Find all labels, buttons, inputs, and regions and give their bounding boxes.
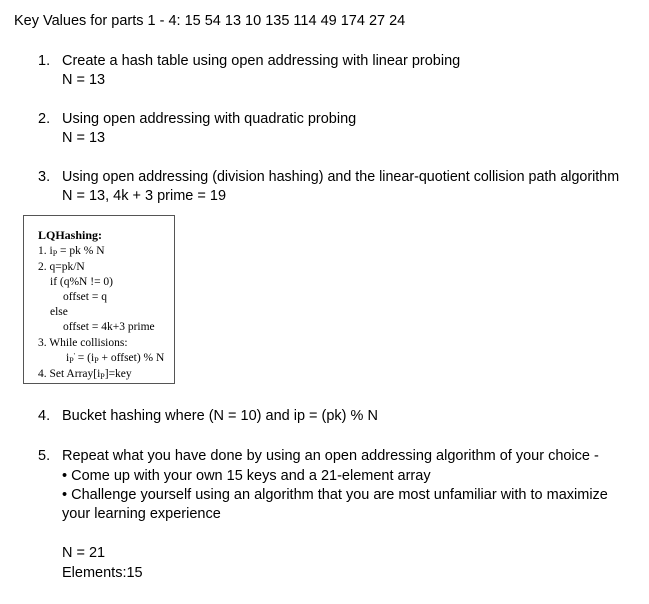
lqhashing-step-1	[38, 245, 105, 258]
header-key-values: Key Values for parts 1 - 4: 15 54 13 10 135 114 49 174 27 24	[14, 13, 406, 29]
lq-step4-post: ]=key	[104, 368, 132, 380]
item-4-number: 4.	[38, 408, 51, 424]
lqhashing-if: if (q%N != 0)	[50, 276, 114, 288]
bullet-dot: •	[62, 487, 72, 503]
item-5-text: Repeat what you have done by using an open addressing algorithm of your choice -	[62, 448, 599, 464]
lq-step1-lhs: i	[49, 245, 53, 257]
lq-while-sub2: P	[94, 356, 99, 365]
item-5-bullet-1	[62, 467, 431, 485]
item-2-detail: N = 13	[62, 130, 106, 146]
lq-step4-sub: P	[100, 372, 105, 381]
bullet-2-text: Challenge yourself using an algorithm that you are most unfamiliar with to maximize	[71, 487, 608, 503]
item-5-number: 5.	[38, 448, 51, 464]
item-3-number: 3.	[38, 169, 51, 185]
item-4-text: Bucket hashing where (N = 10) and ip = (pk) % N	[62, 408, 378, 424]
item-2-number: 2.	[38, 111, 51, 127]
bullet-dot: •	[62, 468, 72, 484]
item-3-detail: N = 13, 4k + 3 prime = 19	[62, 188, 227, 204]
item-1-detail: N = 13	[62, 72, 106, 88]
lqhashing-step-4	[38, 368, 132, 381]
item-2-text: Using open addressing with quadratic probing	[62, 111, 357, 127]
lqhashing-step-2: 2. q=pk/N	[38, 261, 85, 273]
lq-while-sub: P	[69, 356, 74, 365]
lq-while-mid: = (i	[77, 352, 95, 364]
lq-step1-rhs: = pk % N	[60, 245, 105, 257]
lqhashing-title: LQHashing:	[38, 228, 103, 242]
lq-while-i: i	[66, 352, 70, 364]
lq-while-sup: '	[73, 352, 75, 360]
item-5-bullet-2-cont: your learning experience	[62, 506, 221, 522]
item-5-n-line: N = 21	[62, 545, 106, 561]
lqhashing-while-body	[66, 352, 164, 365]
item-1-text: Create a hash table using open addressing with linear probing	[62, 53, 461, 69]
lq-step1-num: 1.	[38, 245, 47, 257]
bullet-1-text: Come up with your own 15 keys and a 21-element array	[71, 468, 431, 484]
item-5-bullet-2	[62, 486, 608, 504]
lqhashing-else: else	[50, 306, 68, 318]
item-5-elements-line: Elements:15	[62, 565, 143, 581]
lq-step1-sub: P	[52, 249, 58, 258]
lq-while-rhs: + offset) % N	[101, 352, 165, 364]
lq-step4-pre: 4. Set Array[i	[38, 368, 101, 380]
lqhashing-step-3: 3. While collisions:	[38, 337, 128, 349]
lqhashing-offset-prime: offset = 4k+3 prime	[63, 321, 155, 333]
item-1-number: 1.	[38, 53, 51, 69]
lqhashing-offset-q: offset = q	[63, 291, 107, 303]
item-3-text: Using open addressing (division hashing) and the linear-quotient collision path algorithm	[62, 169, 620, 185]
